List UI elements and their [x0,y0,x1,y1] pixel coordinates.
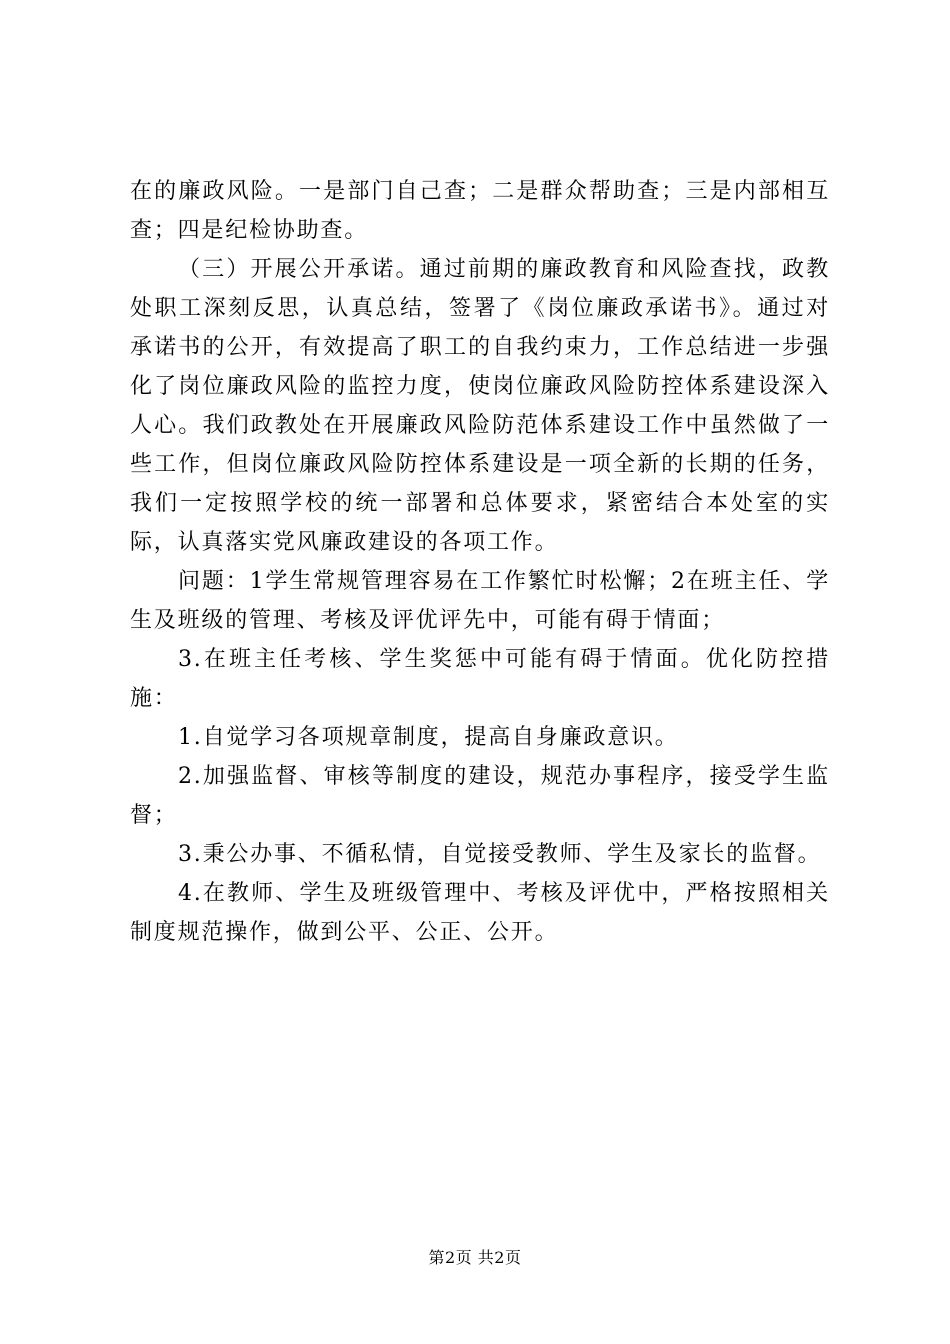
paragraph-problem-3: 3.在班主任考核、学生奖惩中可能有碍于情面。优化防控措施： [130,647,830,711]
paragraph-measure-4: 4.在教师、学生及班级管理中、考核及评优中，严格按照相关制度规范操作，做到公平、公正、公开。 [130,881,830,945]
paragraph-problems: 问题：1学生常规管理容易在工作繁忙时松懈；2在班主任、学生及班级的管理、考核及评优评先中，可能有碍于情面； [130,569,830,633]
paragraph-measure-1: 1.自觉学习各项规章制度，提高自身廉政意识。 [178,725,679,750]
paragraph-measure-3: 3.秉公办事、不循私情，自觉接受教师、学生及家长的监督。 [178,842,822,867]
paragraph-measure-2: 2.加强监督、审核等制度的建设，规范办事程序，接受学生监督； [130,764,830,828]
paragraph-risk-check: 在的廉政风险。一是部门自己查；二是群众帮助查；三是内部相互查；四是纪检协助查。 [130,179,830,243]
paragraph-public-commitment: （三）开展公开承诺。通过前期的廉政教育和风险查找，政教处职工深刻反思，认真总结，签署了《岗位廉政承诺书》。通过对承诺书的公开，有效提高了职工的自我约束力，工作总结进一步强化了岗位廉政风险的监控力度，使岗位廉政风险防控体系建设深入人心。我们政教处在开展廉政风险防范体系建设工作中虽然做了一些工作，但岗位廉政风险防控体系建设是一项全新的长期的任务，我们一定按照学校的统一部署和总体要求，紧密结合本处室的实际，认真落实党风廉政建设的各项工作。 [130,257,830,555]
document-body [130,172,830,952]
page-footer: 第2页 共2页 [428,1248,522,1267]
